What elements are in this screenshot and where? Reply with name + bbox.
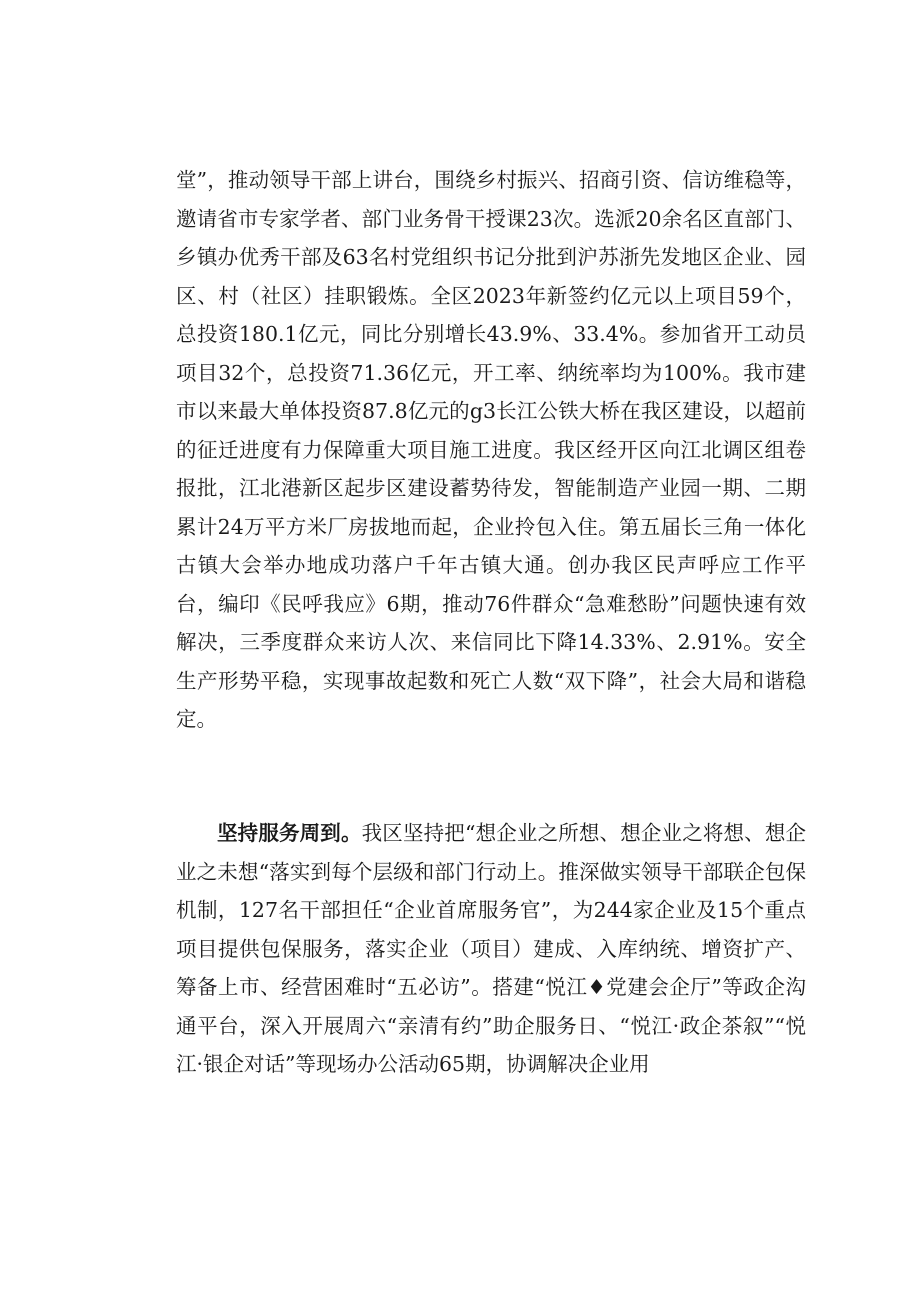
paragraph-2-body: 我区坚持把“想企业之所想、想企业之将想、想企业之未想“落实到每个层级和部门行动上。推深做实领导干部联企包保机制，127名干部担任“企业首席服务官”，为244家企业及15个重点项目提供包保服务，落实企业（项目）建成、入库纳统、增资扩产、筹备上市、经营困难时“五必访”。搭建“悦江♦党建会企厅”等政企沟通平台，深入开展周六“亲清有约”助企服务日、“悦江·政企茶叙”“悦江·银企对话”等现场办公活动65期，协调解决企业用 (176, 821, 807, 1076)
body-paragraph-1: 堂”，推动领导干部上讲台，围绕乡村振兴、招商引资、信访维稳等，邀请省市专家学者、部门业务骨干授课23次。选派20余名区直部门、乡镇办优秀干部及63名村党组织书记分批到沪苏浙先发地区企业、园区、村（社区）挂职锻炼。全区2023年新签约亿元以上项目59个，总投资180.1亿元，同比分别增长43.9%、33.4%。参加省开工动员项目32个，总投资71.36亿元，开工率、纳统率均为100%。我市建市以来最大单体投资87.8亿元的g3长江公铁大桥在我区建设，以超前的征迁进度有力保障重大项目施工进度。我区经开区向江北调区组卷报批，江北港新区起步区建设蓄势待发，智能制造产业园一期、二期累计24万平方米厂房拔地而起，企业拎包入住。第五届长三角一体化古镇大会举办地成功落户千年古镇大通。创办我区民声呼应工作平台，编印《民呼我应》6期，推动76件群众“急难愁盼”问题快速有效解决，三季度群众来访人次、来信同比下降14.33%、2.91%。安全生产形势平稳，实现事故起数和死亡人数“双下降”，社会大局和谐稳定。 (176, 168, 806, 731)
body-paragraph-2 (176, 814, 806, 1084)
paragraph-2-lead-heading: 坚持服务周到。 (217, 821, 362, 845)
